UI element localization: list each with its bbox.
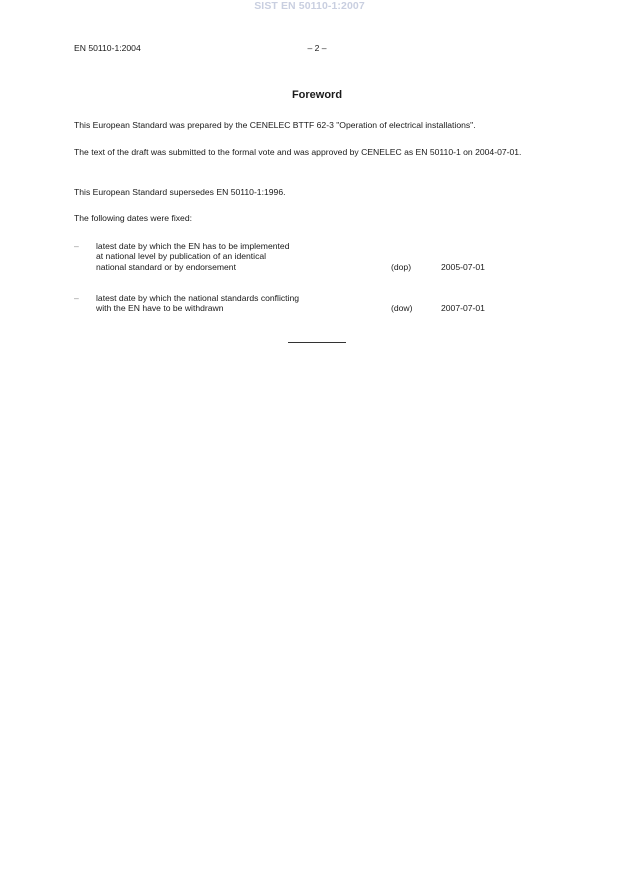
paragraph-supersedes: This European Standard supersedes EN 50110-1:1996. xyxy=(74,187,286,197)
date-item-description xyxy=(96,293,386,314)
date-item-dow xyxy=(74,293,554,315)
paragraph-dates-intro: The following dates were fixed: xyxy=(74,213,192,223)
description-line: latest date by which the EN has to be implemented xyxy=(96,241,290,251)
date-code: (dop) xyxy=(391,261,412,272)
end-rule xyxy=(288,342,346,343)
paragraph-approval: The text of the draft was submitted to the formal vote and was approved by CENELEC as EN 50110-1 on 2004-07-01. xyxy=(74,147,522,157)
description-line: with the EN have to be withdrawn xyxy=(96,303,224,314)
list-dash: – xyxy=(74,241,79,251)
date-value: 2005-07-01 xyxy=(441,261,485,272)
date-item-description xyxy=(96,241,386,272)
date-code: (dow) xyxy=(391,303,413,314)
description-line: latest date by which the national standards conflicting xyxy=(96,293,300,303)
date-value: 2007-07-01 xyxy=(441,303,485,314)
description-line: at national level by publication of an identical xyxy=(96,251,267,262)
page-number: – 2 – xyxy=(307,43,327,53)
page-title: Foreword xyxy=(291,89,343,101)
description-line: national standard or by endorsement xyxy=(96,261,236,272)
paragraph-prepared-by: This European Standard was prepared by the CENELEC BTTF 62-3 "Operation of electrical installations". xyxy=(74,120,476,130)
watermark: SIST EN 50110-1:2007 xyxy=(254,0,365,12)
document-id: EN 50110-1:2004 xyxy=(74,43,141,53)
list-dash: – xyxy=(74,293,79,303)
date-item-dop xyxy=(74,241,554,273)
